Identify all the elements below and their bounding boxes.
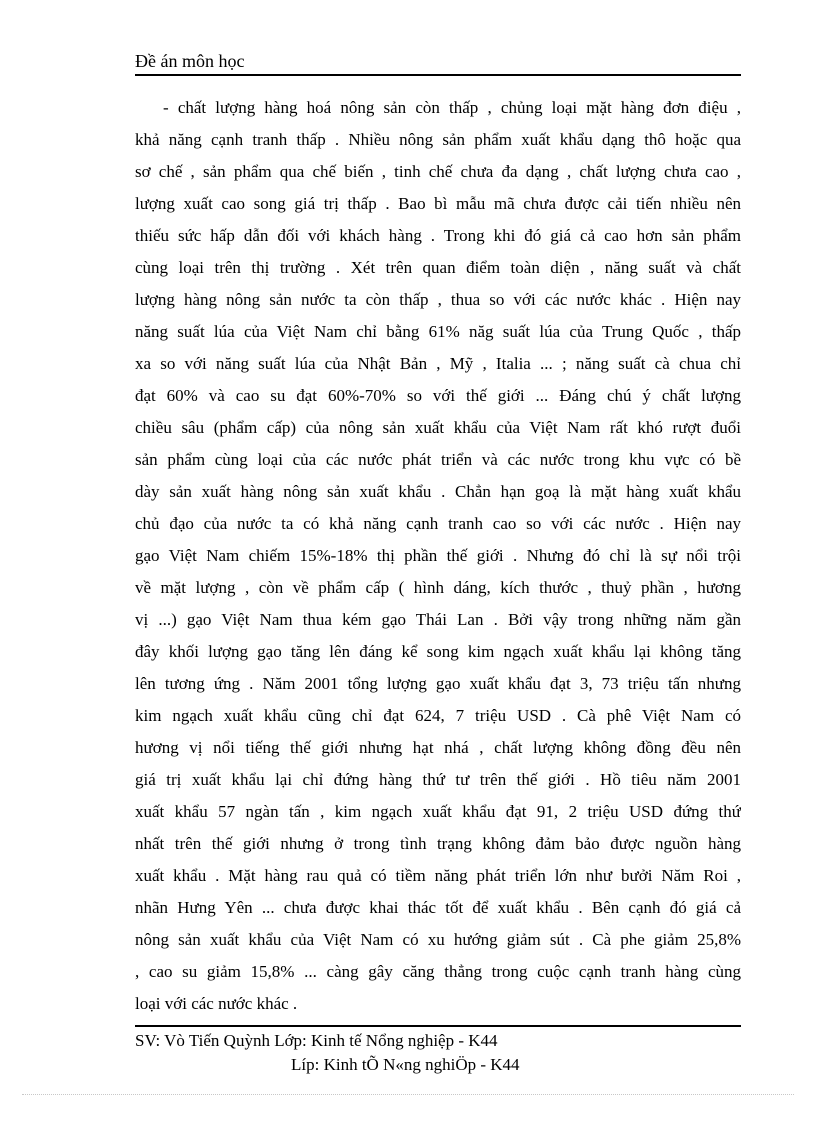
page-edge-divider <box>22 1094 794 1095</box>
text-line: chiều sâu (phẩm cấp) của nông sản xuất khẩu của Việt Nam rất khó rượt đuổi <box>135 418 741 437</box>
footer-class-info: Líp: Kinh tÕ N«ng nghiÖp - K44 <box>291 1055 520 1074</box>
text-line: - chất lượng hàng hoá nông sản còn thấp , chủng loại mặt hàng đơn điệu , <box>163 98 741 117</box>
text-line: dày sản xuất hàng nông sản xuất khẩu . Chẳn hạn goạ là mặt hàng xuất khẩu <box>135 482 741 501</box>
text-line: sơ chế , sản phẩm qua chế biến , tinh chế chưa đa dạng , chất lượng chưa cao , <box>135 162 741 181</box>
text-line: đạt 60% và cao su đạt 60%-70% so với thế giới ... Đáng chú ý chất lượng <box>135 386 741 405</box>
header-title: Đề án môn học <box>135 51 245 71</box>
text-line: nhãn Hưng Yên ... chưa được khai thác tốt để xuất khẩu . Bên cạnh đó giá cả <box>135 898 741 917</box>
text-line: lượng hàng nông sản nước ta còn thấp , thua so với các nước khác . Hiện nay <box>135 290 741 309</box>
text-line: kim ngạch xuất khẩu cũng chỉ đạt 624, 7 triệu USD . Cà phê Việt Nam có <box>135 706 741 725</box>
text-line: , cao su giảm 15,8% ... càng gây căng thẳng trong cuộc cạnh tranh hàng cùng <box>135 962 741 981</box>
text-line: về mặt lượng , còn về phẩm cấp ( hình dáng, kích thước , thuỷ phần , hương <box>135 578 741 597</box>
text-line: xuất khẩu . Mặt hàng rau quả có tiềm năng phát triển lớn như bưởi Năm Roi , <box>135 866 741 885</box>
text-line: hương vị nổi tiếng thế giới nhưng hạt nhá , chất lượng không đồng đều nên <box>135 738 741 757</box>
text-line: gạo Việt Nam chiếm 15%-18% thị phần thế giới . Nhưng đó chỉ là sự nổi trội <box>135 546 741 565</box>
text-line: khả năng cạnh tranh thấp . Nhiều nông sản phẩm xuất khẩu dạng thô hoặc qua <box>135 130 741 149</box>
text-line: xa so với năng suất lúa của Nhật Bản , Mỹ , Italia ... ; năng suất cà chua chỉ <box>135 354 741 373</box>
text-line: lượng xuất cao song giá trị thấp . Bao bì mẫu mã chưa được cải tiến nhiều nên <box>135 194 741 213</box>
text-line: nhất trên thế giới nhưng ở trong tình trạng không đảm bảo được nguồn hàng <box>135 834 741 853</box>
body-paragraph <box>135 92 741 1020</box>
text-line: nông sản xuất khẩu của Việt Nam có xu hướng giảm sút . Cà phe giảm 25,8% <box>135 930 741 949</box>
text-line: xuất khẩu 57 ngàn tấn , kim ngạch xuất khẩu đạt 91, 2 triệu USD đứng thứ <box>135 802 741 821</box>
text-line: năng suất lúa của Việt Nam chỉ bằng 61% năg suất lúa của Trung Quốc , thấp <box>135 322 741 341</box>
footer-divider <box>135 1025 741 1027</box>
text-line: thiếu sức hấp dẫn đối với khách hàng . Trong khi đó giá cả cao hơn sản phẩm <box>135 226 741 245</box>
text-line: chủ đạo của nước ta có khả năng cạnh tranh cao so với các nước . Hiện nay <box>135 514 741 533</box>
footer-student-info: SV: Vò Tiến Quỳnh Lớp: Kinh tế Nổng nghiệp - K44 <box>135 1031 498 1050</box>
text-line: giá trị xuất khẩu lại chỉ đứng hàng thứ tư trên thế giới . Hồ tiêu năm 2001 <box>135 770 741 789</box>
text-line: cùng loại trên thị trường . Xét trên quan điểm toàn diện , năng suất và chất <box>135 258 741 277</box>
page-header <box>135 50 741 76</box>
text-line: loại với các nước khác . <box>135 994 298 1013</box>
text-line: sản phẩm cùng loại của các nước phát triển và các nước trong khu vực có bề <box>135 450 741 469</box>
text-line: đây khối lượng gạo tăng lên đáng kể song kim ngạch xuất khẩu lại không tăng <box>135 642 741 661</box>
text-line: lên tương ứng . Năm 2001 tổng lượng gạo xuất khẩu đạt 3, 73 triệu tấn nhưng <box>135 674 741 693</box>
text-line: vị ...) gạo Việt Nam thua kém gạo Thái Lan . Bởi vậy trong những năm gần <box>135 610 741 629</box>
